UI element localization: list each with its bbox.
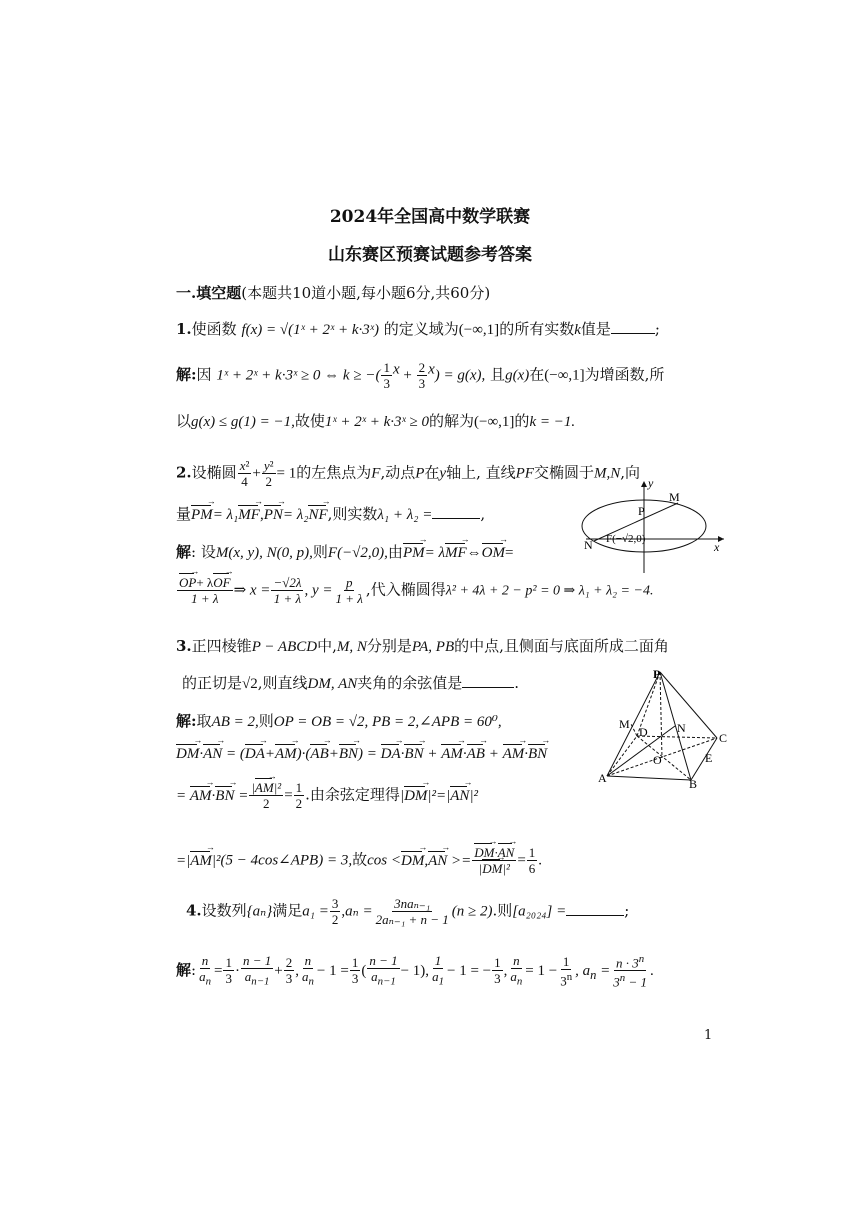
answer-2-line-1: 解: 设M(x, y), N(0, p),则F(−√2,0),由PM →= λMF →⇔OM →= xyxy=(176,541,513,562)
edge-pc xyxy=(660,672,717,738)
answer-blank xyxy=(611,333,655,334)
label-b: B xyxy=(689,777,698,790)
answer-2-line-2: $\frac{\text{OP →+ λOF →}}{1 + \lambda}$ ⇒ x = $\frac{-√2\lambda}{1 + \lambda}$ , y = $\frac{p}{1 + \lambda}$ ,代入椭圆得λ² + 4λ + 2 − p² = 0 ⇒ λ₁ + λ₂ = −4. xyxy=(176,575,653,606)
section-heading: 一.填空题(本题共10道小题,每小题6分,共60分) xyxy=(176,284,491,302)
label-n: N xyxy=(677,721,686,735)
page-number: 1 xyxy=(704,1028,713,1043)
edge-bc xyxy=(691,738,717,780)
height-po xyxy=(660,672,662,758)
label-p: P xyxy=(638,504,645,518)
label-p: P xyxy=(653,667,661,681)
question-3-line-2: 的正切是√2,则直线DM, AN夹角的余弦值是 . xyxy=(182,674,520,692)
label-e: E xyxy=(705,751,713,765)
label-d: D xyxy=(639,725,648,739)
label-n: N xyxy=(584,538,593,552)
question-4: 4.设数列{aₙ}满足a₁ = $\frac{3}{2}$ ,aₙ = $\frac{\text{3naₙ₋₁}}{\text{2aₙ₋₁ + n − 1}}$ (n ≥ 2).则[a₂₀₂₄] = ; xyxy=(186,896,630,927)
page-subtitle: 山东赛区预赛试题参考答案 xyxy=(328,245,532,265)
edge-pb xyxy=(660,672,691,780)
label-o: O xyxy=(653,753,662,767)
question-2-line-2: 量PM →= λ₁MF →,PN →= λ₂NF →,则实数λ₁ + λ₂ = , xyxy=(176,503,485,524)
segment-dm xyxy=(631,724,637,736)
answer-blank xyxy=(432,518,480,519)
label-x: x xyxy=(714,540,720,554)
edge-dc xyxy=(637,736,717,738)
answer-1-line-1: 解:因 1ˣ + 2ˣ + k·3ˣ ≥ 0 ⇔ k ≥ −( $\frac{1}{3}$ $^x$ + $\frac{2}{3}$ $^x$) = g(x), 且g(x)在(−∞,1]为增函数,所 xyxy=(176,360,665,391)
answer-3-line-4: =|AM →|²(5 − 4cos∠APB) = 3,故cos <DM →,AN → >= $\frac{DM \to\cdot AN \to}{\text{|DM →|²}}$ = $\frac{1}{6}$ . xyxy=(176,845,542,876)
pyramid-figure xyxy=(595,666,735,790)
label-m: M xyxy=(669,490,680,504)
label-c: C xyxy=(719,731,728,745)
question-3: 3.正四棱锥P − ABCD中,M, N分别是PA, PB的中点,且侧面与底面所成二面角 xyxy=(176,637,669,655)
question-2: 2.设椭圆 $\frac{\text{x²}}{4}$ + $\frac{\text{y²}}{2}$ = 1的左焦点为F,动点P在y轴上, 直线PF交椭圆于M,N,向 xyxy=(176,458,640,489)
question-1: 1.使函数 f(x) = √(1ˣ + 2ˣ + k·3ˣ) 的定义域为(−∞,1]的所有实数k值是 ; xyxy=(176,320,660,338)
y-axis-arrow xyxy=(641,481,647,487)
diagonal-bd xyxy=(637,736,691,780)
label-y: y xyxy=(648,476,654,490)
edge-ab xyxy=(607,776,691,780)
page-title: 2024年全国高中数学联赛 xyxy=(329,207,531,227)
label-f: F(−√2,0) xyxy=(606,533,646,545)
answer-4: 解: $\frac{n}{a_n}$ = $\frac{1}{3}$ · $\frac{n - 1}{a_{n-1}}$ + $\frac{2}{3}$ , $\frac{n}{a_n}$ − 1 = $\frac{1}{3}$ ( $\frac{n - 1}{a_{n-1}}$ − 1), $\frac{1}{a_1}$ − 1 = − $\frac{1}{3}$ , $\frac{n}{a_n}$ = 1 − $\frac{1}{3^n}$ , $a_n$ = $\frac{n \cdot 3^n}{3^n - 1}$ . xyxy=(176,952,654,990)
answer-3-line-1: 解:取AB = 2,则OP = OB = √2, PB = 2,∠APB = 60⁰, xyxy=(176,712,502,730)
label-a: A xyxy=(598,771,607,785)
label-m: M xyxy=(619,717,630,731)
answer-3-line-2: DM →·AN → = (DA →+AM →)·(AB →+BN →) = DA →·BN → + AM →·AB → + AM →·BN → xyxy=(176,744,547,763)
ellipse-figure xyxy=(578,475,728,575)
answer-1-line-2: 以g(x) ≤ g(1) = −1,故使1ˣ + 2ˣ + k·3ˣ ≥ 0的解为(−∞,1]的k = −1. xyxy=(176,412,576,430)
answer-3-line-3: = AM →·BN → = $\frac{\text{|AM →|²}}{2}$ = $\frac{1}{2}$ .由余弦定理得|DM →|²=|AN →|² xyxy=(176,780,478,811)
answer-blank xyxy=(462,687,514,688)
edge-ad xyxy=(607,736,637,776)
answer-blank xyxy=(566,915,624,916)
